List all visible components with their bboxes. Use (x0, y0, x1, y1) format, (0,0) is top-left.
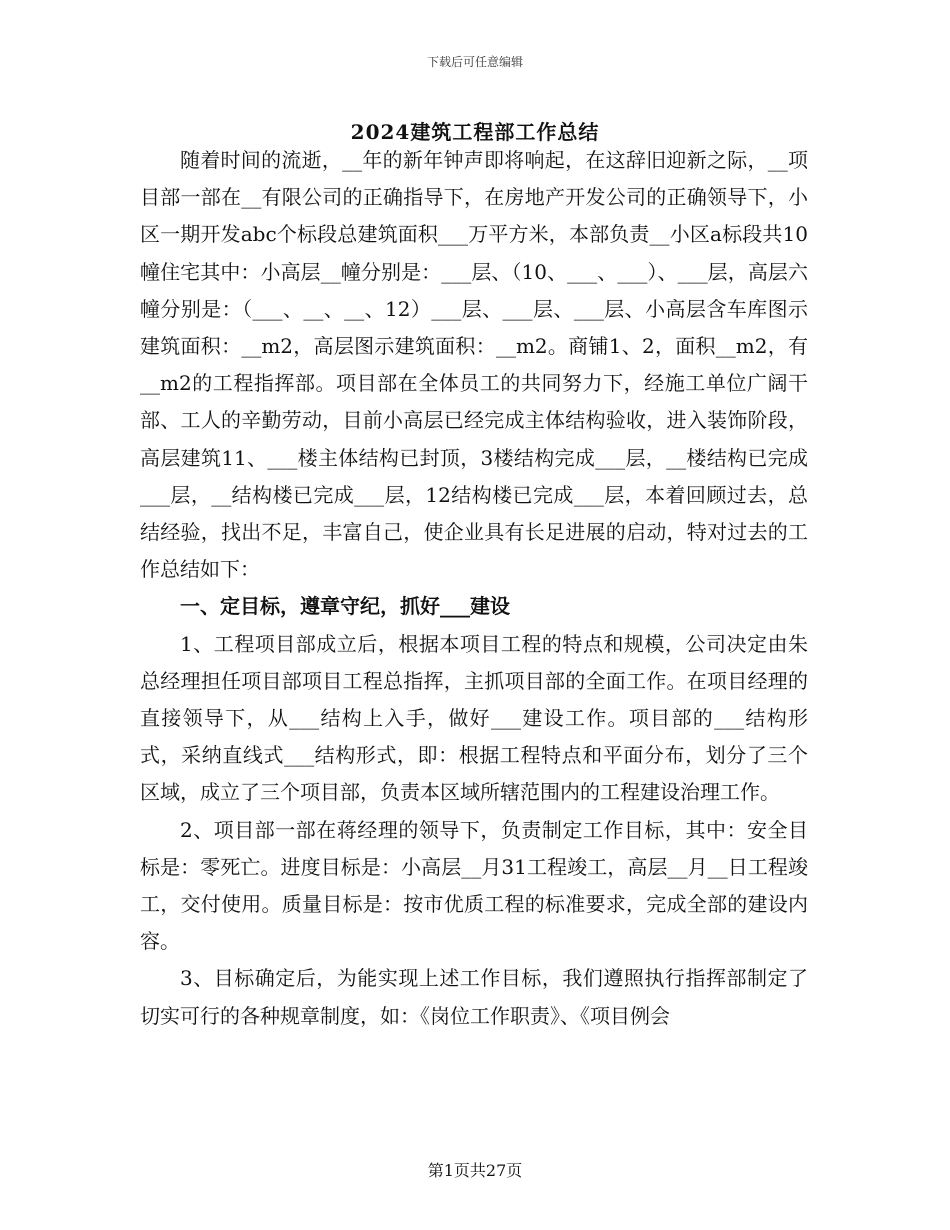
paragraph-intro: 随着时间的流逝，__年的新年钟声即将响起，在这辞旧迎新之际，__项目部一部在__有限公司的正确指导下，在房地产开发公司的正确领导下，小区一期开发abc个标段总建筑面积___万平方米，本部负责__小区a标段共10幢住宅其中：小高层__幢分别是：___层、（10、___、___）、___层，高层六幢分别是：（___、__、__、12）___层、___层、___层、小高层含车库图示建筑面积：__m2，高层图示建筑面积：__m2。商铺1、2，面积__m2，有__m2的工程指挥部。项目部在全体员工的共同努力下，经施工单位广阔干部、工人的辛勤劳动，目前小高层已经完成主体结构验收，进入装饰阶段，高层建筑11、___楼主体结构已封顶，3楼结构完成___层，__楼结构已完成___层，__结构楼已完成___层，12结构楼已完成___层，本着回顾过去，总结经验，找出不足，丰富自己，使企业具有长足进展的启动，特对过去的工作总结如下： (140, 148, 808, 582)
paragraph-item-3: 3、目标确定后，为能实现上述工作目标，我们遵照执行指挥部制定了切实可行的各种规章制度，如：《岗位工作职责》、《项目例会 (140, 966, 808, 1028)
document-body (140, 142, 808, 1035)
header-note: 下载后可任意编辑 (426, 55, 523, 69)
paragraph-item-2: 2、项目部一部在蒋经理的领导下，负责制定工作目标，其中：安全目标是：零死亡。进度目标是：小高层__月31工程竣工，高层__月__日工程竣工，交付使用。质量目标是：按市优质工程的标准要求，完成全部的建设内容。 (140, 817, 808, 954)
paragraph-item-1: 1、工程项目部成立后，根据本项目工程的特点和规模，公司决定由朱总经理担任项目部项目工程总指挥，主抓项目部的全面工作。在项目经理的直接领导下，从___结构上入手，做好___建设工作。项目部的___结构形式，采纳直线式___结构形式，即：根据工程特点和平面分布，划分了三个区域，成立了三个项目部，负责本区域所辖范围内的工程建设治理工作。 (140, 631, 808, 805)
section-heading: 一、定目标，遵章守纪，抓好___建设 (180, 594, 510, 619)
document-title: 2024建筑工程部工作总结 (350, 120, 600, 144)
page-footer: 第1页共27页 (427, 1161, 523, 1180)
